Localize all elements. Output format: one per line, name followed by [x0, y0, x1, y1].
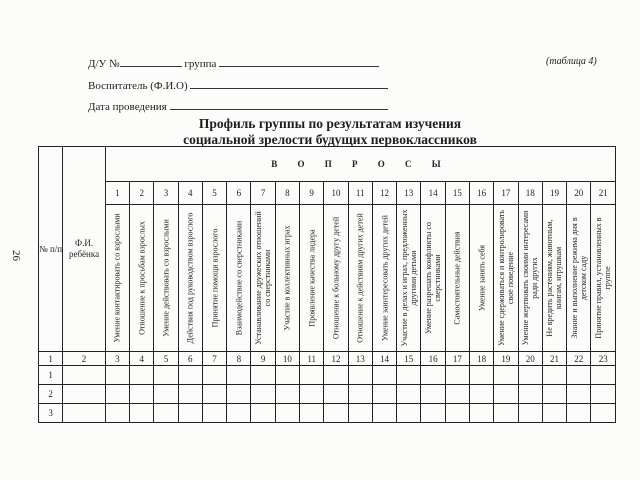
question-cell — [542, 205, 566, 352]
answer-cell[interactable] — [324, 366, 348, 385]
column-index: 7 — [202, 352, 226, 366]
answer-cell[interactable] — [348, 366, 372, 385]
question-number: 8 — [275, 182, 299, 205]
question-text: Умение сдерживаться и контролировать свое поведение — [496, 209, 515, 347]
header-row — [39, 147, 616, 182]
question-number: 13 — [397, 182, 421, 205]
question-text: Принятие правил, установленных в группе — [594, 217, 613, 339]
child-name-cell[interactable] — [63, 404, 106, 423]
question-text: Умение разрешать конфликты со сверстниками — [424, 222, 443, 334]
column-index: 21 — [542, 352, 566, 366]
question-text: Умение заинтересовать других детей — [380, 215, 390, 341]
answer-cell[interactable] — [397, 366, 421, 385]
question-number: 18 — [518, 182, 542, 205]
question-cell — [518, 205, 542, 352]
question-cell — [591, 205, 616, 352]
du-label: Д/У № — [88, 58, 120, 70]
question-number: 3 — [154, 182, 178, 205]
answer-cell[interactable] — [154, 366, 178, 385]
question-number: 21 — [591, 182, 616, 205]
group-field[interactable] — [219, 56, 379, 67]
answer-cell[interactable] — [542, 385, 566, 404]
question-number: 1 — [105, 182, 129, 205]
answer-cell[interactable] — [348, 385, 372, 404]
question-number: 5 — [202, 182, 226, 205]
question-number: 2 — [130, 182, 154, 205]
question-cell — [348, 205, 372, 352]
answer-cell[interactable] — [130, 404, 154, 423]
question-cell — [227, 205, 251, 352]
question-text: Самостоятельные действия — [452, 231, 462, 325]
header-du-line — [88, 56, 379, 70]
answer-cell[interactable] — [130, 366, 154, 385]
answer-cell[interactable] — [567, 404, 591, 423]
answer-cell[interactable] — [591, 385, 616, 404]
column-index-row — [39, 352, 616, 366]
answer-cell[interactable] — [445, 385, 469, 404]
answer-cell[interactable] — [518, 385, 542, 404]
teacher-label: Воспитатель (Ф.И.О) — [88, 80, 188, 92]
page-title — [150, 116, 510, 148]
answer-cell[interactable] — [421, 366, 445, 385]
question-text: Проявление качества лидера — [307, 229, 317, 327]
answer-cell[interactable] — [202, 385, 226, 404]
answer-cell[interactable] — [494, 385, 518, 404]
column-index: 8 — [227, 352, 251, 366]
column-index: 12 — [324, 352, 348, 366]
column-index: 10 — [275, 352, 299, 366]
title-line-2: социальной зрелости будущих первоклассников — [183, 132, 477, 147]
column-index: 22 — [567, 352, 591, 366]
table-row — [39, 366, 616, 385]
question-cell — [421, 205, 445, 352]
question-text: Умение занять себя — [477, 244, 487, 312]
question-text: Отношение к действиям других детей — [355, 213, 365, 343]
question-cell — [251, 205, 275, 352]
question-cell — [202, 205, 226, 352]
question-number: 19 — [542, 182, 566, 205]
child-name-cell[interactable] — [63, 366, 106, 385]
answer-cell[interactable] — [470, 366, 494, 385]
answer-cell[interactable] — [227, 385, 251, 404]
answer-cell[interactable] — [494, 404, 518, 423]
column-index: 19 — [494, 352, 518, 366]
answer-cell[interactable] — [105, 385, 129, 404]
question-text: Знание и выполнение режима дня в детском саду — [569, 217, 588, 339]
answer-cell[interactable] — [372, 404, 396, 423]
question-cell — [275, 205, 299, 352]
column-index: 20 — [518, 352, 542, 366]
answer-cell[interactable] — [397, 404, 421, 423]
question-text: Умение жертвовать своими интересами ради других — [521, 210, 540, 346]
question-number: 20 — [567, 182, 591, 205]
answer-cell[interactable] — [470, 385, 494, 404]
column-index: 3 — [105, 352, 129, 366]
answer-cell[interactable] — [178, 385, 202, 404]
question-text: Не вредить растениям, животным, книгам, игрушкам — [545, 219, 564, 337]
answer-cell[interactable] — [202, 366, 226, 385]
column-index: 14 — [372, 352, 396, 366]
row-number: 2 — [39, 385, 63, 404]
column-index: 1 — [39, 352, 63, 366]
question-number: 11 — [348, 182, 372, 205]
answer-cell[interactable] — [227, 366, 251, 385]
answer-cell[interactable] — [542, 366, 566, 385]
col-name-header: Ф.И. ребёнка — [63, 147, 106, 352]
column-index: 5 — [154, 352, 178, 366]
column-index: 16 — [421, 352, 445, 366]
row-number: 1 — [39, 366, 63, 385]
question-cell — [494, 205, 518, 352]
question-cell — [105, 205, 129, 352]
du-number-field[interactable] — [120, 56, 182, 67]
question-cell — [130, 205, 154, 352]
answer-cell[interactable] — [591, 366, 616, 385]
answer-cell[interactable] — [445, 366, 469, 385]
question-number-row — [39, 182, 616, 205]
question-number: 17 — [494, 182, 518, 205]
question-text: Участие в делах и играх, предложенных другими детьми — [399, 209, 418, 347]
column-index: 13 — [348, 352, 372, 366]
answer-cell[interactable] — [105, 404, 129, 423]
question-cell — [154, 205, 178, 352]
child-name-cell[interactable] — [63, 385, 106, 404]
question-text: Принятие помощи взрослого — [210, 228, 220, 328]
answer-cell[interactable] — [300, 366, 324, 385]
column-index: 2 — [63, 352, 106, 366]
question-number: 16 — [470, 182, 494, 205]
answer-cell[interactable] — [397, 385, 421, 404]
question-number: 7 — [251, 182, 275, 205]
question-number: 4 — [178, 182, 202, 205]
question-cell — [178, 205, 202, 352]
group-label: группа — [184, 58, 217, 70]
answer-cell[interactable] — [251, 404, 275, 423]
table-tag: (таблица 4) — [546, 56, 597, 67]
answer-cell[interactable] — [567, 366, 591, 385]
answer-cell[interactable] — [348, 404, 372, 423]
answer-cell[interactable] — [324, 385, 348, 404]
question-cell — [445, 205, 469, 352]
table-row — [39, 404, 616, 423]
date-label: Дата проведения — [88, 101, 167, 113]
answer-cell[interactable] — [251, 385, 275, 404]
question-text-row — [39, 205, 616, 352]
column-index: 18 — [470, 352, 494, 366]
answer-cell[interactable] — [300, 404, 324, 423]
answer-cell[interactable] — [324, 404, 348, 423]
title-line-1: Профиль группы по результатам изучения — [198, 116, 462, 131]
answer-cell[interactable] — [275, 366, 299, 385]
answer-cell[interactable] — [567, 385, 591, 404]
question-text: Отношение к просьбам взрослых — [137, 221, 147, 335]
answer-cell[interactable] — [154, 404, 178, 423]
question-number: 12 — [372, 182, 396, 205]
date-field[interactable] — [170, 99, 388, 110]
question-number: 14 — [421, 182, 445, 205]
answer-cell[interactable] — [105, 366, 129, 385]
answer-cell[interactable] — [518, 404, 542, 423]
answer-cell[interactable] — [227, 404, 251, 423]
question-number: 10 — [324, 182, 348, 205]
question-cell — [470, 205, 494, 352]
answer-cell[interactable] — [178, 366, 202, 385]
question-number: 6 — [227, 182, 251, 205]
row-number: 3 — [39, 404, 63, 423]
question-cell — [300, 205, 324, 352]
column-index: 17 — [445, 352, 469, 366]
question-cell — [324, 205, 348, 352]
answer-cell[interactable] — [372, 385, 396, 404]
column-index: 9 — [251, 352, 275, 366]
question-text: Умение контактировать со взрослыми — [112, 213, 122, 343]
question-cell — [567, 205, 591, 352]
question-text: Устанавливание дружеских отношений со сверстниками — [254, 211, 273, 345]
question-cell — [397, 205, 421, 352]
column-index: 4 — [130, 352, 154, 366]
column-index: 23 — [591, 352, 616, 366]
column-index: 6 — [178, 352, 202, 366]
table-row — [39, 385, 616, 404]
answer-cell[interactable] — [470, 404, 494, 423]
answer-cell[interactable] — [178, 404, 202, 423]
teacher-field[interactable] — [190, 78, 388, 89]
answer-cell[interactable] — [202, 404, 226, 423]
question-text: Взаимодействие со сверстниками — [234, 220, 244, 336]
question-text: Действия под руководством взрослого — [185, 212, 195, 344]
answer-cell[interactable] — [275, 385, 299, 404]
question-number: 15 — [445, 182, 469, 205]
column-index: 15 — [397, 352, 421, 366]
answer-cell[interactable] — [372, 366, 396, 385]
header-date-line — [88, 99, 388, 113]
answer-cell[interactable] — [275, 404, 299, 423]
question-text: Отношение к больному другу детей — [331, 216, 341, 340]
header-teacher-line — [88, 78, 388, 92]
answer-cell[interactable] — [518, 366, 542, 385]
question-number: 9 — [300, 182, 324, 205]
answer-cell[interactable] — [591, 404, 616, 423]
answer-cell[interactable] — [445, 404, 469, 423]
page-number: 26 — [10, 250, 22, 261]
answer-cell[interactable] — [130, 385, 154, 404]
column-index: 11 — [300, 352, 324, 366]
question-text: Участие в коллективных играх — [282, 225, 292, 331]
answer-cell[interactable] — [154, 385, 178, 404]
col-number-header: № п/п — [39, 147, 63, 352]
questions-heading: В О П Р О С Ы — [105, 147, 615, 182]
question-cell — [372, 205, 396, 352]
answer-cell[interactable] — [300, 385, 324, 404]
answer-cell[interactable] — [494, 366, 518, 385]
answer-cell[interactable] — [542, 404, 566, 423]
answer-cell[interactable] — [251, 366, 275, 385]
profile-table — [38, 146, 616, 423]
answer-cell[interactable] — [421, 404, 445, 423]
question-text: Умение действовать со взрослыми — [161, 219, 171, 337]
answer-cell[interactable] — [421, 385, 445, 404]
